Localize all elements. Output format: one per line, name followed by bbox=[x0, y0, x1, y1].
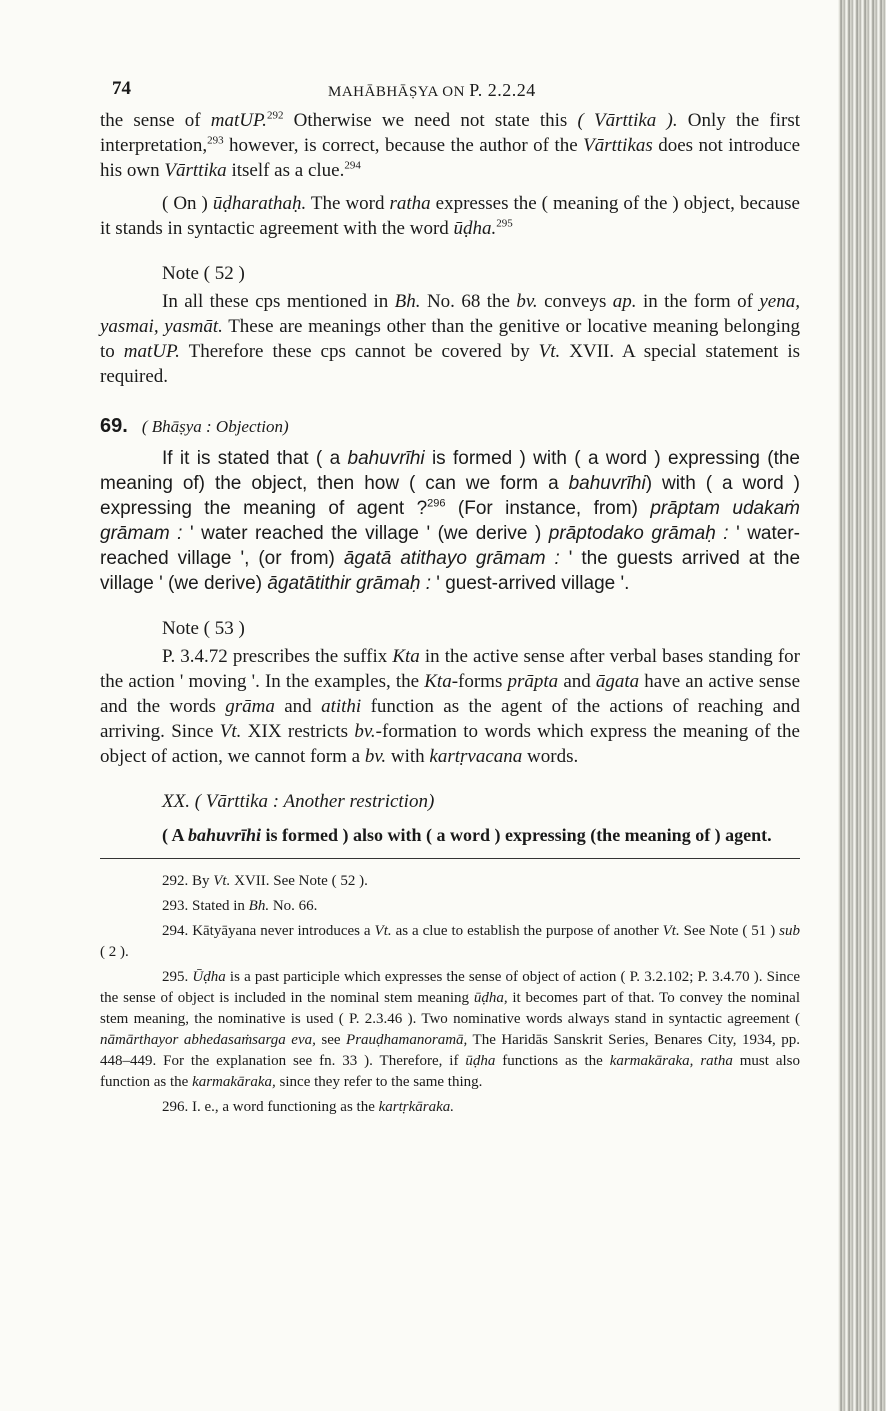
paragraph-matup: the sense of matUP.$^{292}$ Otherwise we need not state this ( Vārttika ). Only the first interpretation,$^{293}$ however, is correct, because the author of the Vārttikas does not introduce his own Vārttika itself as a clue.$^{294}$ bbox=[100, 109, 800, 181]
note-53-heading: Note ( 53 ) bbox=[162, 618, 245, 639]
running-head-title: MAHĀBHĀṢYA ON bbox=[328, 84, 465, 100]
running-head bbox=[328, 80, 536, 101]
running-head-ref: P. 2.2.24 bbox=[469, 80, 536, 100]
footnote-294: 294. Kātyāyana never introduces a Vt. as a clue to establish the purpose of another Vt. See Note ( 51 ) sub ( 2 ). bbox=[100, 923, 800, 960]
note-52-text: In all these cps mentioned in Bh. No. 68 the bv. conveys ap. in the form of yena, yasmai, yasmāt. These are meanings other than the genitive or locative meaning belonging to matUP. Therefore these cps cannot be covered by Vt. XVII. A special statement is required. bbox=[100, 291, 800, 387]
book-page bbox=[100, 78, 800, 1122]
footnote-292: 292. By Vt. XVII. See Note ( 52 ). bbox=[162, 873, 368, 889]
page-header bbox=[100, 78, 800, 108]
paragraph-udharathah: ( On ) ūḍharathaḥ. The word ratha expresses the ( meaning of the ) object, because it stands in syntactic agreement with the word ūḍha.$^{295}$ bbox=[100, 193, 800, 239]
varttika-20-text: ( A bahuvrīhi is formed ) also with ( a word ) expressing (the meaning of ) agent. bbox=[162, 825, 772, 845]
note-52-heading: Note ( 52 ) bbox=[162, 263, 245, 284]
footnote-295: 295. Ūḍha is a past participle which expresses the sense of object of action ( P. 3.2.102; P. 3.4.70 ). Since the sense of object is included in the nominal stem meaning ūḍha, it becomes part of that. To convey the nominal stem meaning, the nominative is used ( P. 2.3.46 ). Two nominative words always stand in syntactic agreement ( nāmārthayor abhedasaṁsarga eva, see Prauḍhamanoramā, The Haridās Sanskrit Series, Benares City, 1934, pp. 448–449. For the explanation see fn. 33 ). Therefore, if ūḍha functions as the karmakāraka, ratha must also function as the karmakāraka, since they refer to the same thing. bbox=[100, 969, 801, 1090]
section-69-heading bbox=[100, 415, 800, 438]
footnote-ref-293: 293 bbox=[207, 134, 224, 147]
page-number: 74 bbox=[112, 78, 131, 99]
footnote-296: 296. I. e., a word functioning as the kartṛkāraka. bbox=[162, 1099, 455, 1115]
note-53-text: P. 3.4.72 prescribes the suffix Kta in the active sense after verbal bases standing for the action ' moving '. In the examples, the Kta-forms prāpta and āgata have an active sense and the words grāma and atithi function as the agent of the actions of reaching and arriving. Since Vt. XIX restricts bv.-formation to words which express the meaning of the object of action, we cannot form a bv. with kartṛvacana words. bbox=[100, 646, 801, 767]
footnote-293: 293. Stated in Bh. No. 66. bbox=[162, 898, 318, 914]
footnote-ref-295: 295 bbox=[496, 217, 513, 230]
varttika-20-heading: XX. ( Vārttika : Another restriction) bbox=[162, 791, 435, 812]
footnotes bbox=[100, 871, 800, 1118]
bhashya-69-text: If it is stated that ( a bahuvrīhi is formed ) with ( a word ) expressing (the meaning of) the object, then how ( can we form a bahuvrīhi) with ( a word ) expressing the meaning of agent ?$^{296}$ (For instance, from) prāptam udakaṁ grāmam : ' water reached the village ' (we derive ) prāptodako grāmaḥ : ' water-reached village ', (or from) āgatā atithayo grāmam : ' the guests arrived at the village ' (we derive) āgatātithir grāmaḥ : ' guest-arrived village '. bbox=[100, 448, 801, 594]
scanned-page-edge bbox=[838, 0, 886, 1411]
footnote-ref-294: 294 bbox=[344, 159, 361, 172]
footnote-divider bbox=[100, 858, 800, 859]
footnote-ref-296: 296 bbox=[427, 497, 446, 510]
bhashya-69 bbox=[100, 446, 800, 596]
section-title: ( Bhāṣya : Objection) bbox=[141, 417, 289, 436]
section-number: 69. bbox=[100, 415, 128, 437]
footnote-ref-292: 292 bbox=[266, 109, 284, 122]
